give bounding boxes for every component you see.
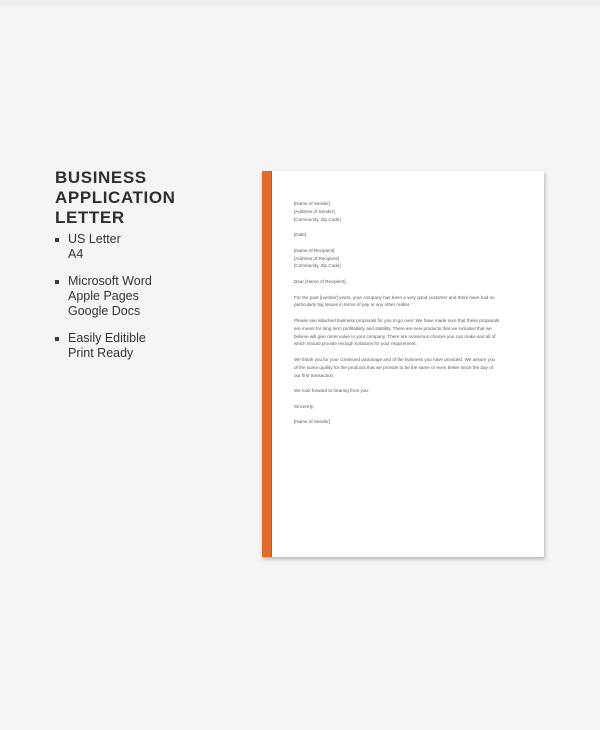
recipient-name: [Name of Recipient] (294, 247, 335, 253)
feature-group-editing (55, 331, 255, 361)
feature-item: Easily Editible (68, 331, 146, 345)
feature-item: US Letter (68, 232, 121, 246)
letter-preview (262, 171, 544, 557)
feature-item: Microsoft Word (68, 274, 152, 288)
feature-list (55, 232, 255, 373)
letter-body (294, 200, 532, 426)
paragraph-1-line: particularly big issues in terms of pay or any other matter. (294, 302, 411, 308)
paragraph-2-line: are meant for long term profitability and stability. There are new products that we included that we (294, 325, 492, 331)
sender-community: [Community, Zip Code] (294, 216, 341, 222)
title-line-1: BUSINESS APPLICATION (55, 168, 176, 207)
bullet-icon (55, 280, 59, 284)
signature: [Name of Sender] (294, 419, 331, 425)
template-title (55, 168, 255, 228)
feature-group-paper-size (55, 232, 255, 262)
paragraph-3-line: We thank you for your continued patronage and of the business you have provided. We assure you (294, 356, 496, 362)
letter-date: [Date] (294, 232, 307, 238)
paragraph-1-line: For the past [number] years, your company has been a very good customer and there have had no (294, 294, 495, 300)
closing: Sincerely, (294, 403, 314, 409)
paragraph-2-line: Please see attached business proposals for you to go over. We have made sure that these proposals (294, 317, 500, 323)
paragraph-2-line: which should provide enough solutions for your requirement. (294, 341, 417, 347)
sender-address: [Address of Sender] (294, 208, 335, 214)
title-line-2: LETTER (55, 208, 125, 227)
sender-name: [Name of Sender] (294, 201, 331, 206)
salutation: Dear [Name of Recipient], (294, 278, 347, 284)
recipient-community: [Community, Zip Code] (294, 263, 341, 269)
paragraph-4: We look forward to hearing from you. (294, 388, 370, 394)
top-band (0, 0, 600, 6)
feature-item: A4 (68, 247, 84, 261)
accent-bar (262, 171, 272, 557)
feature-item: Google Docs (68, 304, 141, 318)
recipient-address: [Address of Recipient] (294, 255, 339, 261)
paragraph-3-line: of the same quality for the products that we provide to be the same or even better since the day of (294, 364, 493, 370)
bullet-icon (55, 337, 59, 341)
paragraph-2-line: believe will give more value to your company. There are numerous choices you can make and all of (294, 333, 496, 339)
feature-item: Apple Pages (68, 289, 139, 303)
feature-item: Print Ready (68, 346, 134, 360)
feature-group-formats (55, 274, 255, 319)
bullet-icon (55, 238, 59, 242)
paragraph-3-line: our first transaction. (294, 372, 335, 378)
